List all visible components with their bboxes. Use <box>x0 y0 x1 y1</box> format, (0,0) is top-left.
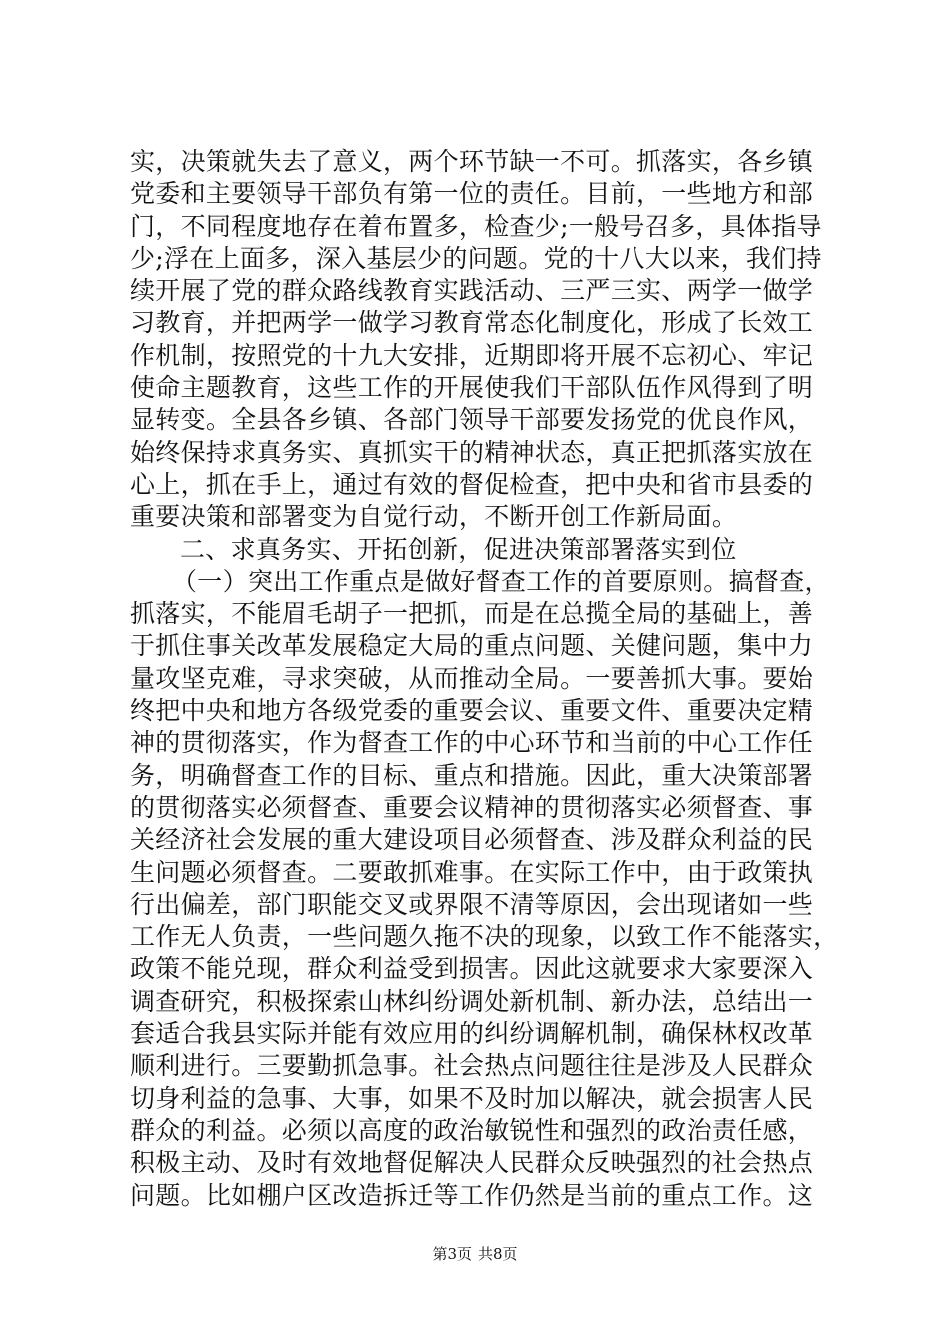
page-number: 第3页 <box>432 1245 472 1263</box>
page-footer <box>0 1243 950 1264</box>
text-line: 重要决策和部署变为自觉行动，不断开创工作新局面。 <box>130 502 738 532</box>
text-line: 神的贯彻落实，作为督查工作的中心环节和当前的中心工作任 <box>130 728 814 758</box>
text-line: 少;浮在上面多，深入基层少的问题。党的十八大以来，我们持 <box>130 243 822 273</box>
text-line: 党委和主要领导干部负有第一位的责任。目前，一些地方和部 <box>130 179 814 209</box>
text-line: 工作无人负责，一些问题久拖不决的现象，以致工作不能落实， <box>130 922 839 952</box>
text-line: 务，明确督查工作的目标、重点和措施。因此，重大决策部署 <box>130 760 814 790</box>
text-line: 习教育，并把两学一做学习教育常态化制度化，形成了长效工 <box>130 308 814 338</box>
text-line: 始终保持求真务实、真抓实干的精神状态，真正把抓落实放在 <box>130 437 814 467</box>
text-line: 实，决策就失去了意义，两个环节缺一不可。抓落实，各乡镇 <box>130 147 814 176</box>
text-line: 积极主动、及时有效地督促解决人民群众反映强烈的社会热点 <box>130 1148 814 1178</box>
text-line: 政策不能兑现，群众利益受到损害。因此这就要求大家要深入 <box>130 954 814 984</box>
section-heading: 二、求真务实、开拓创新，促进决策部署落实到位 <box>180 534 737 564</box>
text-line: 续开展了党的群众路线教育实践活动、三严三实、两学一做学 <box>130 276 814 306</box>
text-line: 作机制，按照党的十九大安排，近期即将开展不忘初心、牢记 <box>130 340 814 370</box>
text-line: 使命主题教育，这些工作的开展使我们干部队伍作风得到了明 <box>130 373 814 403</box>
text-line: 于抓住事关改革发展稳定大局的重点问题、关健问题，集中力 <box>130 631 814 661</box>
text-line: 群众的利益。必须以高度的政治敏锐性和强烈的政治责任感， <box>130 1115 814 1145</box>
text-line: 问题。比如棚户区改造拆迁等工作仍然是当前的重点工作。这 <box>130 1180 814 1210</box>
subsection-heading-line: （一）突出工作重点是做好督查工作的首要原则。搞督查， <box>172 566 830 596</box>
text-line: 关经济社会发展的重大建设项目必须督查、涉及群众利益的民 <box>130 825 814 855</box>
text-line: 行出偏差，部门职能交叉或界限不清等原因，会出现诸如一些 <box>130 889 814 919</box>
text-line: 量攻坚克难，寻求突破，从而推动全局。一要善抓大事。要始 <box>130 663 814 693</box>
text-line: 心上，抓在手上，通过有效的督促检查，把中央和省市县委的 <box>130 469 814 499</box>
text-line: 切身利益的急事、大事，如果不及时加以解决，就会损害人民 <box>130 1083 814 1113</box>
text-line: 生问题必须督查。二要敢抓难事。在实际工作中，由于政策执 <box>130 857 814 887</box>
document-body <box>130 146 839 1212</box>
text-line: 终把中央和地方各级党委的重要会议、重要文件、重要决定精 <box>130 696 814 726</box>
text-line: 门，不同程度地存在着布置多，检查少;一般号召多，具体指导 <box>130 211 822 241</box>
text-line: 调查研究，积极探索山林纠纷调处新机制、新办法，总结出一 <box>130 986 814 1016</box>
text-line: 抓落实，不能眉毛胡子一把抓，而是在总揽全局的基础上，善 <box>130 599 814 629</box>
page-total: 共8页 <box>478 1245 518 1263</box>
text-line: 的贯彻落实必须督查、重要会议精神的贯彻落实必须督查、事 <box>130 792 814 822</box>
text-line: 顺利进行。三要勤抓急事。社会热点问题往往是涉及人民群众 <box>130 1051 814 1081</box>
text-line: 套适合我县实际并能有效应用的纠纷调解机制，确保林权改革 <box>130 1019 814 1049</box>
text-line: 显转变。全县各乡镇、各部门领导干部要发扬党的优良作风， <box>130 405 814 435</box>
